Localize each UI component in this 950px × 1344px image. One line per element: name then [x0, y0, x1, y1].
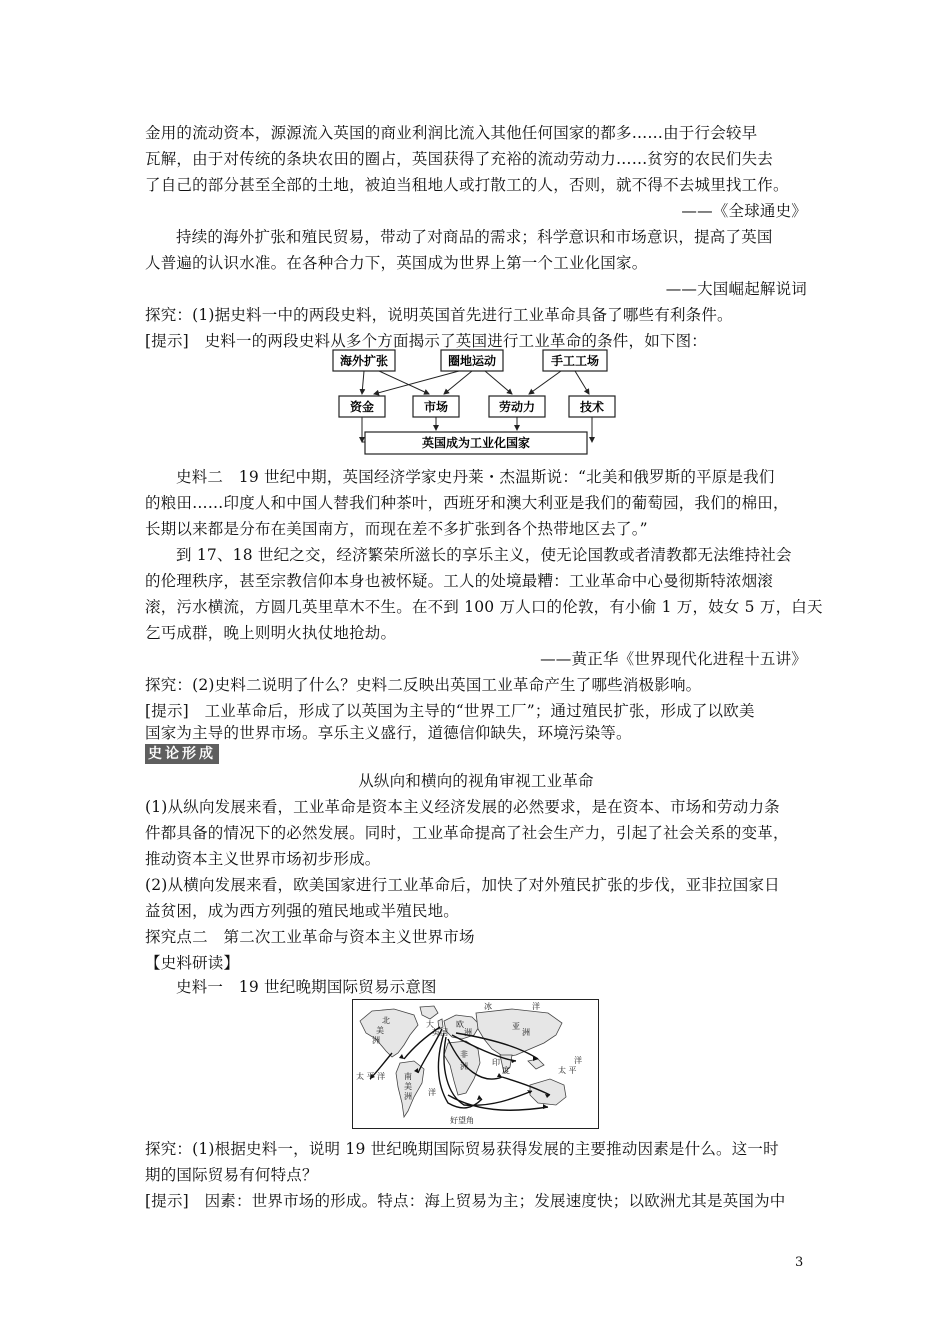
text-line: 件都具备的情况下的必然发展。同时，工业革命提高了社会生产力，引起了社会关系的变革，	[145, 824, 789, 842]
hint-text: [提示] 工业革命后，形成了以英国为主导的“世界工厂”；通过殖民扩张，形成了以欧美	[145, 702, 755, 720]
text-line: 乞丐成群，晚上则明火执仗地抢劫。	[145, 624, 397, 642]
map-label: 北	[382, 1016, 390, 1025]
section-badge: 史论形成	[145, 744, 219, 764]
map-label: 南	[404, 1072, 412, 1081]
question-text: 探究：(1)根据史料一，说明 19 世纪晚期国际贸易获得发展的主要推动因素是什么。这一时	[145, 1140, 779, 1158]
hint-text: [提示] 因素：世界市场的形成。特点：海上贸易为主；发展速度快；以欧洲尤其是英国为中	[145, 1192, 786, 1210]
trade-route-map	[352, 999, 599, 1129]
map-label: 非	[460, 1050, 468, 1059]
text-line: 益贫困，成为西方列强的殖民地或半殖民地。	[145, 902, 460, 920]
text-line: 瓦解，由于对传统的条块农田的圈占，英国获得了充裕的流动劳动力……贫穷的农民们失去	[145, 150, 774, 168]
flow-label-workshop: 手工工场	[550, 354, 600, 368]
text-line: (2)从横向发展来看，欧美国家进行工业革命后，加快了对外殖民扩张的步伐，亚非拉国家日	[145, 876, 780, 894]
question-text: 探究：(1)据史料一中的两段史料，说明英国首先进行工业革命具备了哪些有利条件。	[145, 306, 733, 324]
question-text: 期的国际贸易有何特点？	[145, 1166, 318, 1184]
section-heading: 【史料研读】	[145, 954, 240, 972]
text-line: 史料一 19 世纪晚期国际贸易示意图	[176, 978, 437, 996]
map-label: 度	[502, 1066, 510, 1075]
flow-label-overseas: 海外扩张	[339, 354, 389, 368]
flow-label-market: 市场	[423, 400, 449, 414]
text-line: 的粮田……印度人和中国人替我们种茶叶，西班牙和澳大利亚是我们的葡萄园，我们的棉田，	[145, 494, 789, 512]
flow-label-result: 英国成为工业化国家	[421, 436, 531, 450]
flow-label-enclosure: 圈地运动	[447, 354, 497, 368]
text-line: 史料二 19 世纪中期，英国经济学家史丹莱・杰温斯说：“北美和俄罗斯的平原是我们	[176, 468, 775, 486]
map-label: 洲	[372, 1036, 380, 1045]
map-label: 欧	[456, 1020, 464, 1029]
map-label: 洲	[464, 1028, 472, 1037]
source-citation: ——《全球通史》	[681, 202, 807, 220]
text-line: (1)从纵向发展来看，工业革命是资本主义经济发展的必然要求，是在资本、市场和劳动力条	[145, 798, 780, 816]
text-line: 长期以来都是分布在美国南方，而现在差不多扩张到各个热带地区去了。”	[145, 520, 648, 538]
map-label: 太 平	[558, 1066, 577, 1075]
text-line: 到 17、18 世纪之交，经济繁荣所滋长的享乐主义，使无论国教或者清教都无法维持社会	[176, 546, 792, 564]
flow-label-capital: 资金	[349, 400, 375, 414]
map-label: 洋	[532, 1002, 540, 1011]
map-label: 印	[492, 1058, 500, 1067]
text-line: 金用的流动资本，源源流入英国的商业利润比流入其他任何国家的都多……由于行会较早	[145, 124, 758, 142]
map-label: 洋	[574, 1056, 582, 1065]
flow-label-tech: 技术	[579, 400, 605, 414]
map-label: 英国	[432, 1028, 448, 1037]
hint-text: [提示] 史料一的两段史料从多个方面揭示了英国进行工业革命的条件，如下图：	[145, 332, 707, 350]
text-line: 滚，污水横流，方圆几英里草木不生。在不到 100 万人口的伦敦，有小偷 1 万，妓女 5 万，白天	[145, 598, 823, 616]
map-label: 大	[426, 1020, 434, 1029]
section-heading: 探究点二 第二次工业革命与资本主义世界市场	[145, 928, 475, 946]
map-label: 太 平 洋	[356, 1072, 386, 1081]
text-line: 了自己的部分甚至全部的土地，被迫当租地人或打散工的人，否则，就不得不去城里找工作。	[145, 176, 789, 194]
text-line: 持续的海外扩张和殖民贸易，带动了对商品的需求；科学意识和市场意识，提高了英国	[176, 228, 773, 246]
map-label: 冰	[484, 1002, 492, 1011]
conditions-flowchart	[329, 346, 619, 462]
hint-text: 国家为主导的世界市场。享乐主义盛行，道德信仰缺失，环境污染等。	[145, 724, 632, 742]
map-label: 好望角	[450, 1116, 474, 1125]
section-subtitle: 从纵向和横向的视角审视工业革命	[358, 772, 594, 790]
source-citation: ——黄正华《世界现代化进程十五讲》	[540, 650, 807, 668]
question-text: 探究：(2)史料二说明了什么？史料二反映出英国工业革命产生了哪些消极影响。	[145, 676, 702, 694]
map-label: 美	[404, 1082, 412, 1091]
map-label: 亚	[512, 1022, 520, 1031]
flow-label-labor: 劳动力	[498, 400, 536, 414]
map-label: 洋	[428, 1088, 436, 1097]
map-label: 洲	[460, 1062, 468, 1071]
text-line: 的伦理秩序，甚至宗教信仰本身也被怀疑。工人的处境最糟：工业革命中心曼彻斯特浓烟滚	[145, 572, 774, 590]
text-line: 人普遍的认识水准。在各种合力下，英国成为世界上第一个工业化国家。	[145, 254, 648, 272]
page-number: 3	[795, 1255, 804, 1270]
source-citation: ——大国崛起解说词	[665, 280, 807, 298]
text-line: 推动资本主义世界市场初步形成。	[145, 850, 381, 868]
map-label: 洲	[404, 1092, 412, 1101]
map-label: 洲	[522, 1028, 530, 1037]
map-label: 美	[376, 1026, 384, 1035]
